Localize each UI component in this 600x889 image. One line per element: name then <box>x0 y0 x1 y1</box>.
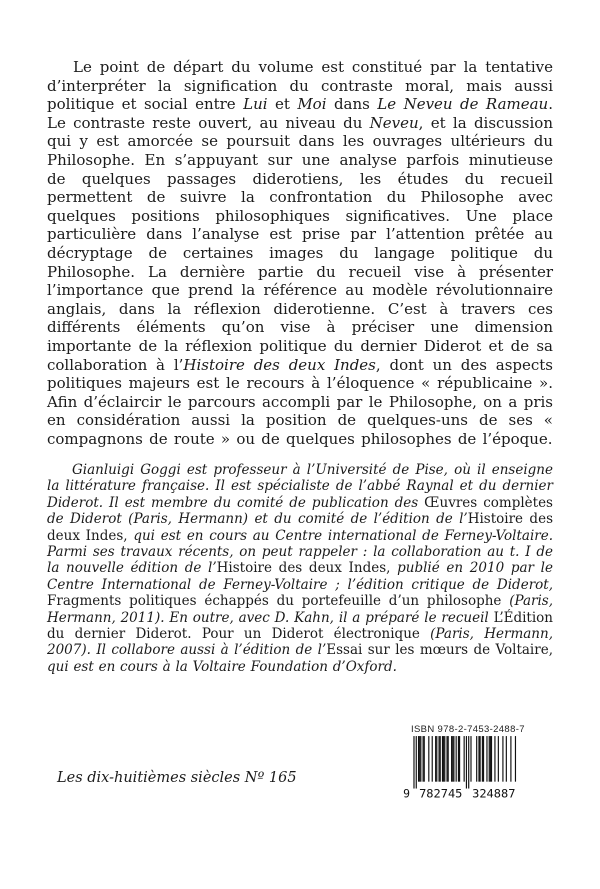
isbn-barcode-block <box>402 724 526 800</box>
ean13-barcode <box>402 736 526 800</box>
svg-text:9: 9 <box>403 786 410 800</box>
synopsis-paragraph: Le point de départ du volume est constitué par la tentative d’interpréter la signification du contraste moral, mais aussi politique et social entre Lui et Moi dans Le Neveu de Rameau. Le contraste reste ouvert, au niveau du Neveu, et la discussion qui y est amorcée se poursuit dans les ouvrages ultérieurs du Philosophe. En s’appuyant sur une analyse parfois minutieuse de quelques passages diderotiens, les études du recueil permettent de suivre la confrontation du Philosophe avec quelques positions philosophiques significatives. Une place particulière dans l’analyse est prise par l’attention prêtée au décryptage de certaines images du langage politique du Philosophe. La dernière partie du recueil vise à présenter l’importance que prend la référence au modèle révolutionnaire anglais, dans la réflexion diderotienne. C’est à travers ces différents éléments qu’on vise à préciser une dimension importante de la réflexion politique du dernier Diderot et de sa collaboration à l’Histoire des deux Indes, dont un des aspects politiques majeurs est le recours à l’éloquence « républicaine ». Afin d’éclaircir le parcours accompli par le Philosophe, on a pris en considération aussi la position de quelques-uns de ses « compagnons de route » ou de quelques philosophes de l’époque. <box>47 58 553 448</box>
author-bio-paragraph: Gianluigi Goggi est professeur à l’Université de Pise, où il enseigne la littérature française. Il est spécialiste de l’abbé Raynal et du dernier Diderot. Il est membre du comité de publication des Œuvres complètes de Diderot (Paris, Hermann) et du comité de l’édition de l’Histoire des deux Indes, qui est en cours au Centre international de Ferney-Voltaire. Parmi ses travaux récents, on peut rappeler : la collaboration au t. I de la nouvelle édition de l’Histoire des deux Indes, publié en 2010 par le Centre International de Ferney-Voltaire ; l’édition critique de Diderot, Fragments politiques échappés du portefeuille d’un philosophe (Paris, Hermann, 2011). En outre, avec D. Kahn, il a préparé le recueil L’Édition du dernier Diderot. Pour un Diderot électronique (Paris, Hermann, 2007). Il collabore aussi à l’édition de l’Essai sur les mœurs de Voltaire, qui est en cours à la Voltaire Foundation d’Oxford. <box>47 462 554 675</box>
svg-text:324887: 324887 <box>472 786 516 800</box>
isbn-label: ISBN 978-2-7453-2488-7 <box>411 724 525 735</box>
svg-text:782745: 782745 <box>419 786 463 800</box>
series-label: Les dix-huitièmes siècles Nº 165 <box>57 770 297 786</box>
